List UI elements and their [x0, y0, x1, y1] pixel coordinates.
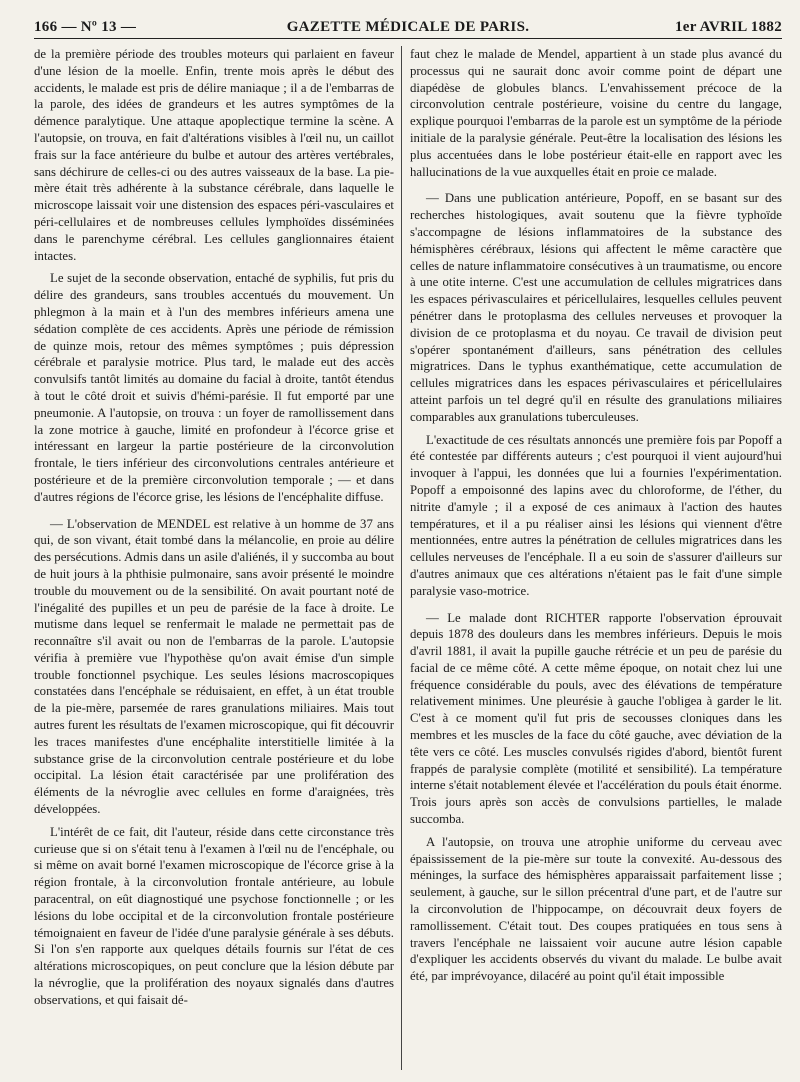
- paragraph: — Dans une publication antérieure, Popoff, en se basant sur des recherches histologiques, avait soutenu que la fièvre typhoïde s'accompagne de lésions inflammatoires de la substance des hémisphères cérébraux, lésions qui affectent le même caractère que celles de nature inflammatoire consécutives à un traumatisme, ou encore à une otite interne. C'est une accumulation de cellules migratrices dans les espaces périvasculaires et péricellulaires, lesquelles cellules peuvent pénétrer dans le protoplasma des cellules nerveuses et provoquer la division de ce protoplasma et du noyau. Ce travail de division peut s'opérer spontanément d'ailleurs, sans pénétration des cellules migratrices. Dans le typhus exanthématique, cette accumulation de cellules migratrices dans les espaces périvasculaires et péricellulaires atteint parfois un tel degré qu'il en résulte des granulations miliaires comparables aux granulations tuberculeuses.: [410, 191, 782, 424]
- paragraph: de la première période des troubles moteurs qui parlaient en faveur d'une lésion de la moelle. Enfin, trente mois après le début des accidents, le malade est pris de délire maniaque ; il a de l'embarras de la parole, des idées de grandeurs et les autres symptômes de la démence paralytique. Une attaque apoplectique termine la scène. A l'autopsie, on trouva, en fait d'altérations visibles à l'œil nu, un caillot frais sur la face antérieure du bulbe et autour des artères vertébrales, sans déchirure de celles-ci ou des autres vaisseaux de la base. La pie-mère était très adhérente à la substance cérébrale, dans laquelle le microscope laissait voir une distension des espaces péri-vasculaires et péri-cellulaires et de nombreuses cellules lymphoïdes disséminées dans le parenchyme cérébral. Les cellules ganglionnaires étaient intactes.: [34, 47, 394, 263]
- header-rule: [34, 38, 782, 39]
- paragraph: L'intérêt de ce fait, dit l'auteur, réside dans cette circonstance très curieuse que si on s'était tenu à l'examen à l'œil nu de l'encéphale, ou si même on avait borné l'examen microscopique de l'écorce grise à la région frontale, à la circonvolution frontale antérieure, au lobule paracentral, on eût diagnostiqué une psychose fonctionnelle ; or les lésions du lobe occipital et de la circonvolution frontale postérieure témoignaient en faveur de l'idée d'une paralysie générale à ses débuts. Si l'on s'en rapporte aux quelques détails fournis sur l'état de ces altérations microscopiques, on peut conclure que la lésion débute par la névroglie, que la prolifération des noyaux signalés dans d'autres observations, et qui faisait dé-: [34, 824, 394, 1007]
- issue-date: 1er AVRIL 1882: [675, 19, 782, 35]
- right-column: [410, 46, 782, 1070]
- journal-title: GAZETTE MÉDICALE DE PARIS.: [286, 19, 530, 35]
- paragraph: faut chez le malade de Mendel, appartient à un stade plus avancé du processus qui ne saurait donc avoir comme point de départ une diapédèse de globules blancs. L'envahissement précoce de la circonvolution centrale postérieure, voisine du centre du langage, explique pourquoi l'embarras de la parole est un symptôme de la période initiale de la paralysie générale. Peut-être la localisation des lésions les plus accentuées dans le lobe postérieur était-elle en rapport avec les hallucinations de la vue auxquelles était en proie ce malade.: [410, 47, 782, 179]
- paragraph: — L'observation de MENDEL est relative à un homme de 37 ans qui, de son vivant, était tombé dans la mélancolie, en proie au délire des persécutions. Admis dans un asile d'aliénés, il y succomba au bout de huit jours à la phthisie pulmonaire, sans avoir présenté le moindre trouble du mouvement ou de la sensibilité. On avait pourtant noté de l'inégalité des pupilles et un peu de parésie de la face à droite. Le mutisme dans lequel se renfermait le malade ne permettait pas de reconnaître s'il avait ou non de l'embarras de la parole. L'autopsie vérifia à première vue l'hypothèse qu'on avait émise d'un simple trouble fonctionnel psychique. Les seules lésions macroscopiques constatées dans l'encéphale se réduisaient, en effet, à un état trouble de la pie-mère, parsemée de rares granulations miliaires. Mais tout autres furent les résultats de l'examen microscopique, qui fit découvrir les traces manifestes d'une encéphalite interstitielle limitée à la substance grise de la circonvolution centrale postérieure et du lobe occipital. La lésion était caractérisée par une prolifération des éléments de la névroglie avec cellules en forme d'araignées, très développées.: [34, 516, 394, 817]
- paragraph: A l'autopsie, on trouva une atrophie uniforme du cerveau avec épaississement de la pie-mère sur toute la convexité. Au-dessous des méninges, la surface des hémisphères apparaissait parfaitement lisse ; seulement, à gauche, sur le sillon précentral d'une part, et de l'autre sur la circonvolution de l'hippocampe, on découvrait deux foyers de ramollissement. C'était tout. Des coupes pratiquées en tous sens à travers l'encéphale ne laissaient voir aucune autre lésion capable d'expliquer les accidents observés du vivant du malade. Le bulbe avait été, par imprévoyance, dilacéré au point qu'il était impossible: [410, 834, 782, 984]
- paragraph: — Le malade dont RICHTER rapporte l'observation éprouvait depuis 1878 des douleurs dans les membres inférieurs. Depuis le mois d'avril 1881, il avait la pupille gauche rétrécie et un peu de parésie du facial de ce même côté. A cette même époque, on notait chez lui une fréquence considérable du pouls, avec des élévations de température relativement minimes. Une pleurésie à gauche l'obligea à garder le lit. C'est à ce moment qu'il fut pris de secousses cloniques dans les membres et les muscles de la face du côté gauche, avec déviation de la tête vers ce côté. Les muscles convulsés rigides d'abord, bientôt furent frappés de paralysie complète (motilité et sensibilité). La température interne s'était notablement élevée et l'accélération du pouls était énorme. Trois jours après son accès de convulsions partielles, le malade succomba.: [410, 610, 782, 827]
- column-divider: [401, 46, 402, 1070]
- page-header: [34, 10, 782, 36]
- page-number-issue: 166 — Nº 13 —: [34, 19, 137, 35]
- paragraph: L'exactitude de ces résultats annoncés une première fois par Popoff a été contestée par différents auteurs ; c'est pourquoi il vient aujourd'hui invoquer à l'appui, les données que lui a fournies l'expérimentation. Popoff a empoisonné des lapins avec du chloroforme, de l'éther, du nitrite d'amyle ; il a exposé de ces animaux à l'action des hautes températures, et il a pu réaliser ainsi les lésions qui viennent d'être mentionnées, entre autres la pénétration de cellules migratrices dans les cellules nerveuses de l'encéphale. Il a eu soin de s'assurer d'ailleurs sur d'autres animaux que ces altérations n'étaient pas le fait d'une simple paralysie vaso-motrice.: [410, 432, 782, 598]
- paragraph: Le sujet de la seconde observation, entaché de syphilis, fut pris du délire des grandeurs, sans troubles accentués du mouvement. Un phlegmon à la main et à l'un des membres inférieurs amena une sédation complète de ces accidents. Après une période de rémission de quinze mois, retour des mêmes symptômes ; puis dépression cérébrale et paralysie motrice. Plus tard, le malade eut des accès convulsifs tantôt limités au domaine du facial à droite, tantôt étendus à tout le côté droit et suivis d'hémi-parésie. Il fut emporté par une pneumonie. A l'autopsie, on trouva : un foyer de ramollissement dans la zone motrice à gauche, limité en profondeur à l'écorce grise et intéressant en largeur la partie postérieure de la circonvolution frontale, le tiers inférieur des circonvolutions centrales antérieure et postérieure et de la première circonvolution temporale ; — et dans d'autres régions de l'écorce grise, les lésions de l'encéphalite diffuse.: [34, 271, 394, 504]
- left-column: [34, 46, 394, 1070]
